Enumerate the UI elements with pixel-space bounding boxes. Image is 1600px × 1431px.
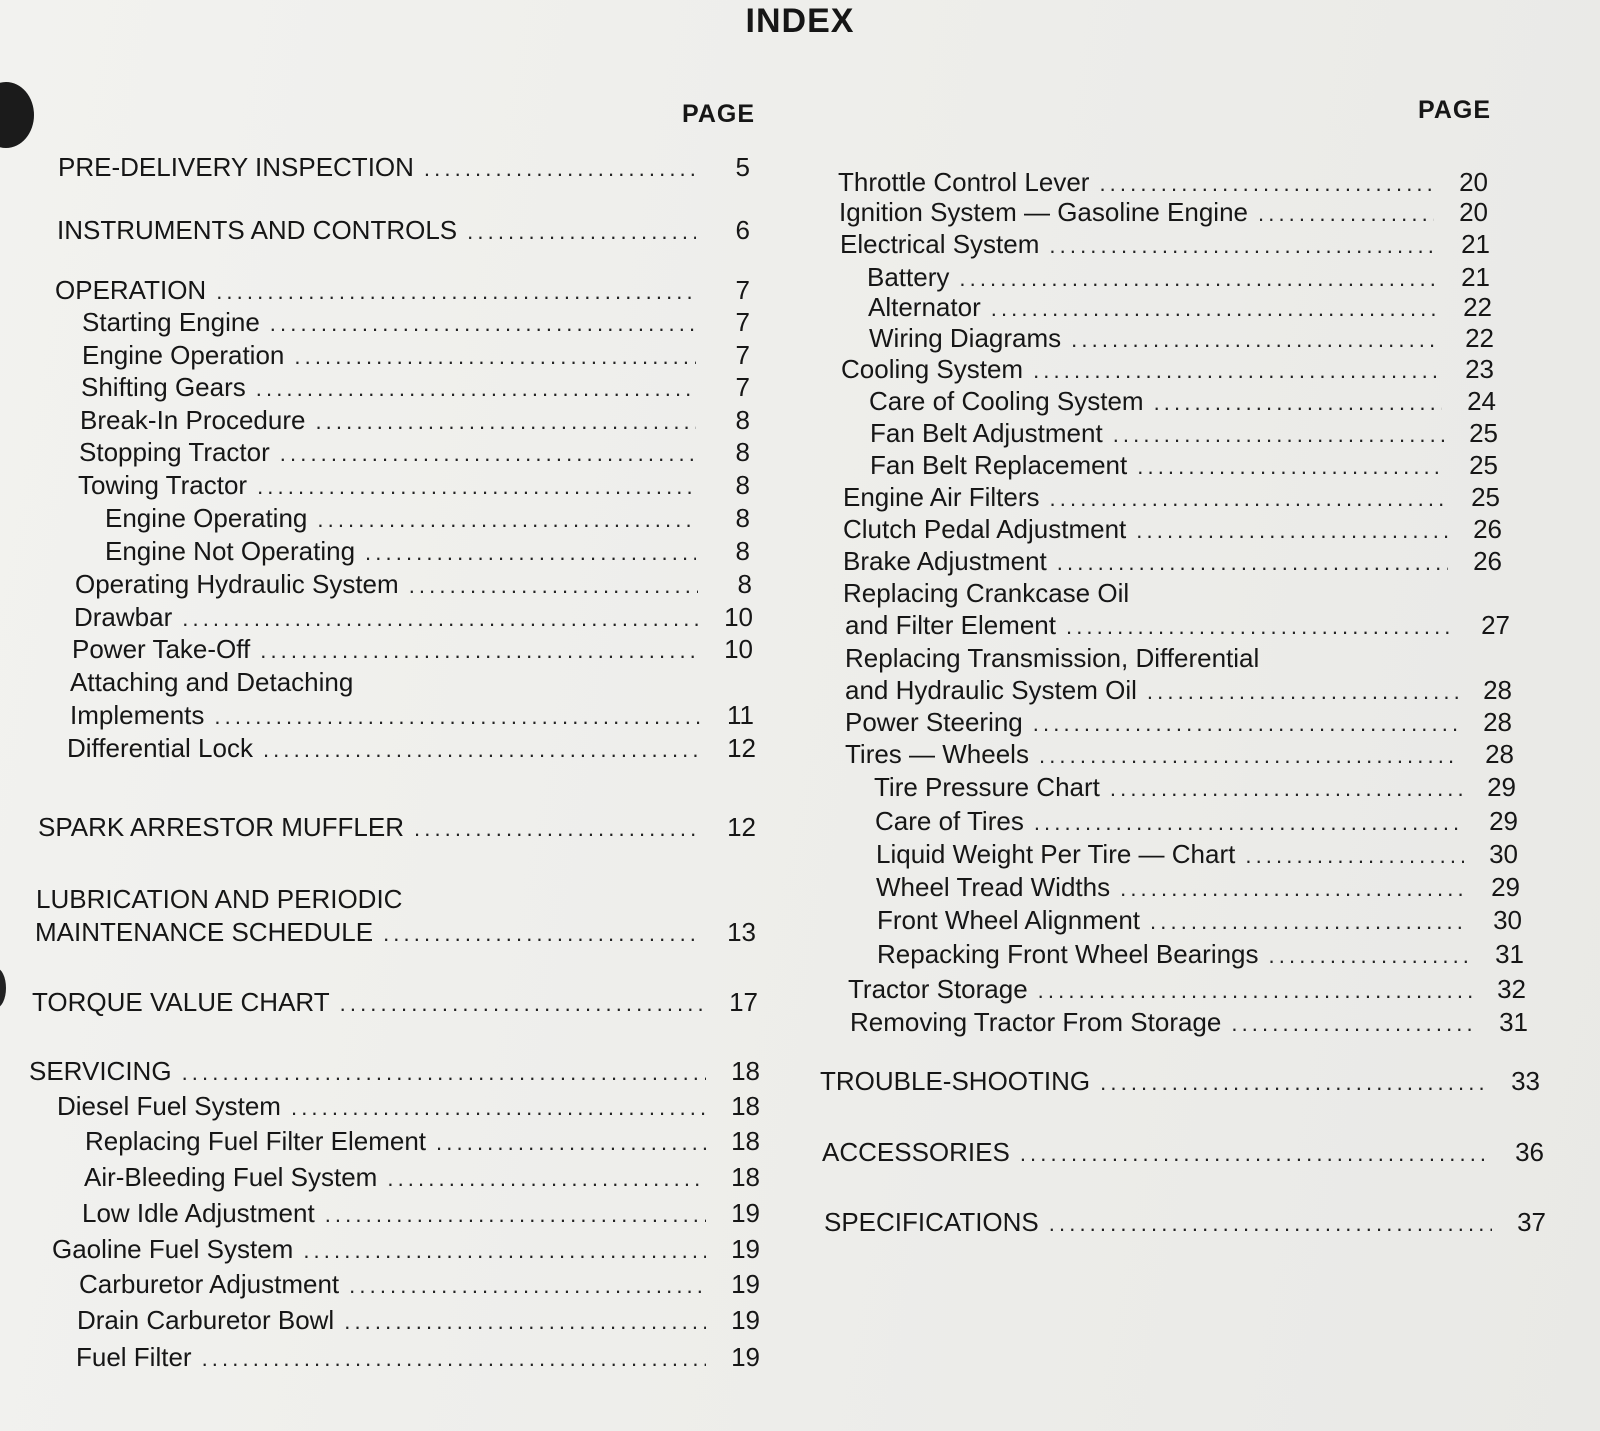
entry-label: Brake Adjustment: [843, 546, 1047, 576]
left-index-entry: [55, 275, 750, 306]
entry-label: Tire Pressure Chart: [874, 772, 1100, 802]
right-index-entry: [839, 197, 1488, 228]
entry-label: Clutch Pedal Adjustment: [843, 514, 1127, 544]
dot-leader: [270, 311, 696, 337]
dot-leader: [1020, 1141, 1490, 1167]
entry-page-number: 12: [727, 733, 756, 763]
entry-page-number: 25: [1469, 450, 1498, 480]
dot-leader: [414, 816, 702, 842]
entry-label: Tractor Storage: [848, 974, 1028, 1004]
entry-page-number: 22: [1465, 323, 1494, 353]
entry-label: Fuel Filter: [76, 1342, 192, 1372]
entry-label: PRE-DELIVERY INSPECTION: [58, 152, 414, 182]
right-index-entry: [876, 872, 1520, 903]
entry-label: Wiring Diagrams: [869, 323, 1062, 353]
entry-page-number: 7: [735, 372, 750, 402]
entry-page-number: 26: [1473, 546, 1502, 576]
entry-label: Engine Operating: [105, 503, 308, 533]
entry-label: Front Wheel Alignment: [877, 905, 1141, 935]
dot-leader: [325, 1202, 706, 1228]
right-entry-label: Replacing Transmission, Differential: [845, 643, 1260, 673]
entry-page-number: 8: [735, 470, 750, 500]
left-index-entry: [79, 437, 750, 468]
entry-page-number: 20: [1459, 167, 1488, 197]
entry-page-number: 18: [731, 1162, 760, 1192]
dot-leader: [182, 606, 699, 632]
left-index-entry: [29, 1056, 760, 1087]
entry-label: SERVICING: [29, 1056, 172, 1086]
dot-leader: [1033, 711, 1458, 737]
entry-label: Replacing Fuel Filter Element: [85, 1126, 427, 1156]
dot-leader: [1066, 614, 1456, 640]
right-index-entry: [868, 292, 1492, 323]
entry-label: Stopping Tractor: [79, 437, 270, 467]
entry-label: Care of Cooling System: [869, 386, 1144, 416]
right-index-entry: [845, 610, 1510, 641]
right-index-entry: [869, 386, 1496, 417]
left-index-entry: [57, 1091, 760, 1122]
left-index-entry: [105, 503, 750, 534]
dot-leader: [436, 1130, 706, 1156]
right-index-entry: [845, 675, 1512, 706]
entry-label: TORQUE VALUE CHART: [32, 987, 330, 1017]
right-index-entry: [877, 905, 1522, 936]
left-page-header: PAGE: [682, 100, 755, 128]
entry-label: Drawbar: [74, 602, 173, 632]
right-index-entry: [870, 450, 1498, 481]
right-entry-label: Replacing Crankcase Oil: [843, 578, 1130, 608]
dot-leader: [365, 540, 696, 566]
entry-label: Electrical System: [840, 229, 1040, 259]
entry-page-number: 32: [1497, 974, 1526, 1004]
entry-page-number: 25: [1471, 482, 1500, 512]
dot-leader: [467, 219, 696, 245]
left-index-entry: [35, 917, 756, 948]
right-index-entry: [843, 546, 1502, 577]
entry-page-number: 18: [731, 1091, 760, 1121]
left-index-entry: [77, 1305, 760, 1336]
right-index-entry: [877, 939, 1524, 970]
entry-label: Drain Carburetor Bowl: [77, 1305, 335, 1335]
dot-leader: [202, 1346, 706, 1372]
entry-page-number: 7: [735, 340, 750, 370]
right-index-entry: [824, 1207, 1546, 1238]
entry-page-number: 18: [731, 1126, 760, 1156]
page-title: INDEX: [745, 2, 855, 40]
entry-label: Air-Bleeding Fuel System: [84, 1162, 378, 1192]
entry-page-number: 27: [1481, 610, 1510, 640]
dot-leader: [1136, 518, 1448, 544]
entry-label: ACCESSORIES: [822, 1137, 1010, 1167]
left-index-entry: [57, 215, 750, 246]
left-index-entry: [80, 405, 750, 436]
dot-leader: [263, 737, 702, 763]
dot-leader: [1071, 327, 1440, 353]
entry-page-number: 33: [1511, 1066, 1540, 1096]
dot-leader: [280, 441, 696, 467]
entry-label: Power Take-Off: [72, 634, 251, 664]
left-index-entry: [84, 1162, 760, 1193]
dot-leader: [256, 376, 696, 402]
left-index-entry: [82, 1198, 760, 1229]
entry-label: Differential Lock: [67, 733, 253, 763]
entry-label: Throttle Control Lever: [838, 167, 1090, 197]
entry-label: SPECIFICATIONS: [824, 1207, 1039, 1237]
dot-leader: [424, 156, 696, 182]
dot-leader: [1113, 422, 1444, 448]
right-index-entry: [841, 354, 1494, 385]
dot-leader: [315, 409, 696, 435]
binder-hole-lower: [0, 968, 6, 1008]
entry-label: INSTRUMENTS AND CONTROLS: [57, 215, 458, 245]
entry-page-number: 8: [735, 536, 750, 566]
entry-page-number: 24: [1467, 386, 1496, 416]
entry-label: MAINTENANCE SCHEDULE: [35, 917, 374, 947]
entry-page-number: 36: [1515, 1137, 1544, 1167]
entry-label: Battery: [867, 262, 950, 292]
entry-page-number: 30: [1493, 905, 1522, 935]
entry-label: Ignition System — Gasoline Engine: [839, 197, 1248, 227]
dot-leader: [1120, 876, 1466, 902]
entry-page-number: 17: [729, 987, 758, 1017]
dot-leader: [1049, 1211, 1492, 1237]
entry-page-number: 29: [1487, 772, 1516, 802]
right-index-entry: [845, 707, 1512, 738]
left-index-entry: [72, 634, 753, 665]
entry-label: Cooling System: [841, 354, 1024, 384]
left-index-entry: [82, 340, 750, 371]
dot-leader: [291, 1095, 706, 1121]
left-index-entry: [52, 1234, 760, 1265]
left-index-entry: [58, 152, 750, 183]
left-index-entry: [79, 1269, 760, 1300]
entry-page-number: 28: [1485, 739, 1514, 769]
dot-leader: [1050, 486, 1446, 512]
entry-label: Care of Tires: [875, 806, 1024, 836]
entry-label: and Filter Element: [845, 610, 1056, 640]
dot-leader: [257, 474, 696, 500]
dot-leader: [1034, 810, 1464, 836]
entry-label: Towing Tractor: [78, 470, 248, 500]
right-index-entry: [822, 1137, 1544, 1168]
dot-leader: [991, 296, 1438, 322]
entry-page-number: 19: [731, 1342, 760, 1372]
entry-page-number: 5: [735, 152, 750, 182]
dot-leader: [1057, 550, 1448, 576]
dot-leader: [1049, 233, 1436, 259]
left-index-entry: [38, 812, 756, 843]
entry-page-number: 28: [1483, 707, 1512, 737]
entry-page-number: 25: [1469, 418, 1498, 448]
dot-leader: [409, 573, 698, 599]
entry-label: Alternator: [868, 292, 981, 322]
entry-page-number: 12: [727, 812, 756, 842]
dot-leader: [1110, 776, 1462, 802]
left-index-entry: [81, 372, 750, 403]
binder-hole: [0, 82, 34, 148]
entry-label: Power Steering: [845, 707, 1023, 737]
entry-page-number: 31: [1499, 1007, 1528, 1037]
dot-leader: [1245, 843, 1464, 869]
dot-leader: [214, 704, 700, 730]
entry-label: Diesel Fuel System: [57, 1091, 281, 1121]
dot-leader: [1147, 679, 1458, 705]
entry-page-number: 19: [731, 1198, 760, 1228]
entry-label: Repacking Front Wheel Bearings: [877, 939, 1259, 969]
entry-page-number: 29: [1489, 806, 1518, 836]
entry-label: Wheel Tread Widths: [876, 872, 1111, 902]
right-index-entry: [845, 739, 1514, 770]
entry-page-number: 37: [1517, 1207, 1546, 1237]
entry-page-number: 19: [731, 1269, 760, 1299]
entry-label: Engine Operation: [82, 340, 285, 370]
dot-leader: [1231, 1011, 1474, 1037]
right-index-entry: [870, 418, 1498, 449]
dot-leader: [1150, 909, 1468, 935]
right-index-entry: [874, 772, 1516, 803]
entry-page-number: 18: [731, 1056, 760, 1086]
entry-label: Liquid Weight Per Tire — Chart: [876, 839, 1236, 869]
entry-page-number: 13: [727, 917, 756, 947]
dot-leader: [387, 1166, 706, 1192]
dot-leader: [216, 279, 696, 305]
right-index-entry: [820, 1066, 1540, 1097]
entry-page-number: 7: [735, 275, 750, 305]
left-index-entry: [76, 1342, 760, 1373]
dot-leader: [340, 991, 704, 1017]
dot-leader: [959, 266, 1436, 292]
entry-label: Starting Engine: [82, 307, 260, 337]
entry-label: Shifting Gears: [81, 372, 246, 402]
entry-page-number: 28: [1483, 675, 1512, 705]
entry-label: Carburetor Adjustment: [79, 1269, 340, 1299]
entry-label: Gaoline Fuel System: [52, 1234, 294, 1264]
left-index-entry: [32, 987, 758, 1018]
entry-page-number: 8: [735, 405, 750, 435]
entry-label: TROUBLE-SHOOTING: [820, 1066, 1091, 1096]
dot-leader: [1039, 743, 1460, 769]
entry-page-number: 21: [1461, 229, 1490, 259]
dot-leader: [1269, 943, 1470, 969]
entry-page-number: 8: [737, 569, 752, 599]
dot-leader: [294, 344, 696, 370]
entry-page-number: 11: [727, 700, 754, 730]
entry-label: Removing Tractor From Storage: [850, 1007, 1222, 1037]
dot-leader: [182, 1060, 706, 1086]
entry-page-number: 19: [731, 1305, 760, 1335]
entry-page-number: 10: [724, 602, 753, 632]
entry-page-number: 19: [731, 1234, 760, 1264]
dot-leader: [260, 638, 699, 664]
dot-leader: [344, 1309, 706, 1335]
right-index-entry: [867, 262, 1490, 293]
dot-leader: [1100, 1070, 1486, 1096]
right-index-entry: [843, 482, 1500, 513]
dot-leader: [1137, 454, 1444, 480]
entry-page-number: 7: [735, 307, 750, 337]
left-entry-label: Attaching and Detaching: [70, 667, 354, 697]
left-index-entry: [74, 602, 753, 633]
entry-label: Operating Hydraulic System: [75, 569, 399, 599]
entry-page-number: 22: [1463, 292, 1492, 322]
entry-label: OPERATION: [55, 275, 207, 305]
entry-label: Engine Not Operating: [105, 536, 356, 566]
entry-page-number: 10: [724, 634, 753, 664]
entry-label: Fan Belt Adjustment: [870, 418, 1103, 448]
dot-leader: [1154, 390, 1442, 416]
entry-page-number: 20: [1459, 197, 1488, 227]
entry-label: Low Idle Adjustment: [82, 1198, 315, 1228]
right-index-entry: [875, 806, 1518, 837]
dot-leader: [303, 1238, 706, 1264]
entry-label: Engine Air Filters: [843, 482, 1040, 512]
right-index-entry: [848, 974, 1526, 1005]
left-index-entry: [85, 1126, 760, 1157]
right-index-entry: [843, 514, 1502, 545]
right-index-entry: [838, 167, 1488, 198]
entry-page-number: 26: [1473, 514, 1502, 544]
entry-label: Fan Belt Replacement: [870, 450, 1128, 480]
entry-page-number: 23: [1465, 354, 1494, 384]
entry-label: and Hydraulic System Oil: [845, 675, 1137, 705]
entry-page-number: 8: [735, 503, 750, 533]
right-index-entry: [850, 1007, 1528, 1038]
right-page-header: PAGE: [1418, 96, 1491, 124]
entry-page-number: 29: [1491, 872, 1520, 902]
right-index-entry: [876, 839, 1518, 870]
dot-leader: [1099, 171, 1434, 197]
left-index-entry: [67, 733, 756, 764]
entry-page-number: 30: [1489, 839, 1518, 869]
dot-leader: [317, 507, 696, 533]
dot-leader: [1038, 978, 1472, 1004]
entry-label: Implements: [70, 700, 205, 730]
dot-leader: [383, 921, 702, 947]
entry-page-number: 6: [735, 215, 750, 245]
entry-label: SPARK ARRESTOR MUFFLER: [38, 812, 404, 842]
left-index-entry: [70, 700, 754, 731]
entry-page-number: 21: [1461, 262, 1490, 292]
left-index-entry: [78, 470, 750, 501]
left-index-entry: [105, 536, 750, 567]
left-entry-label: LUBRICATION AND PERIODIC: [36, 884, 403, 914]
left-index-entry: [75, 569, 752, 600]
entry-page-number: 31: [1495, 939, 1524, 969]
left-index-entry: [82, 307, 750, 338]
right-index-entry: [840, 229, 1490, 260]
dot-leader: [1258, 201, 1434, 227]
right-index-entry: [869, 323, 1494, 354]
entry-page-number: 8: [735, 437, 750, 467]
dot-leader: [1033, 358, 1440, 384]
entry-label: Break-In Procedure: [80, 405, 306, 435]
entry-label: Tires — Wheels: [845, 739, 1029, 769]
dot-leader: [349, 1273, 706, 1299]
